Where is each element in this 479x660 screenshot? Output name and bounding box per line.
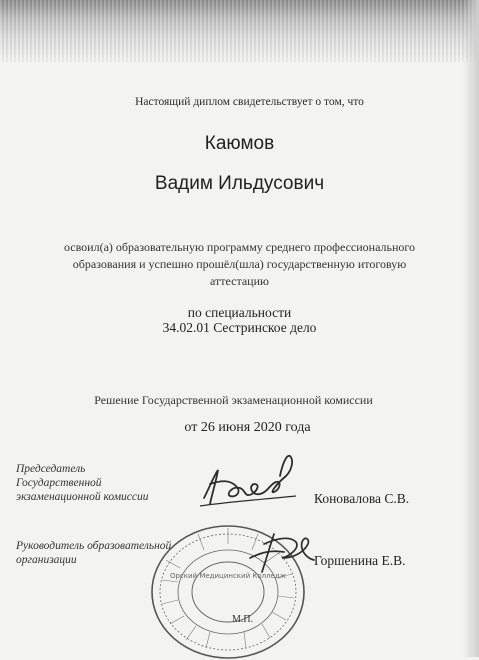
graduate-name-patronymic: Вадим Ильдусович xyxy=(154,173,325,194)
stamp-label: М.П. xyxy=(232,614,254,625)
graduate-surname: Каюмов xyxy=(204,133,275,154)
decision-date: от 26 июня 2020 года xyxy=(184,420,311,435)
body-line-2: образования и успешно прошёл(шла) государственную итоговую xyxy=(72,257,407,271)
body-line-1: освоил(а) образовательную программу среднего профессионального xyxy=(63,240,416,254)
commission-decision: Решение Государственной экзаменационной комиссии xyxy=(94,393,373,407)
head-role-line1: Руководитель образовательной xyxy=(16,540,172,552)
head-signature xyxy=(244,522,320,578)
chair-role-line2: Государственной xyxy=(16,477,102,489)
chair-role-line1: Председатель xyxy=(16,463,86,475)
specialty-heading: по специальности xyxy=(187,305,292,320)
chair-role-line3: экзаменационной комиссии xyxy=(16,491,149,503)
scan-top-band xyxy=(0,0,479,62)
seal-text: Орский Медицинский Колледж xyxy=(169,572,287,580)
chair-name: Коновалова С.В. xyxy=(314,491,410,506)
chair-role xyxy=(16,462,149,504)
body-line-3: аттестацию xyxy=(210,274,269,288)
chair-signature xyxy=(196,446,306,516)
head-role-line2: организации xyxy=(16,554,77,566)
head-name: Горшенина Е.В. xyxy=(314,553,406,568)
specialty: 34.02.01 Сестринское дело xyxy=(162,320,317,335)
diploma-intro: Настоящий диплом свидетельствует о том, что xyxy=(135,96,364,108)
